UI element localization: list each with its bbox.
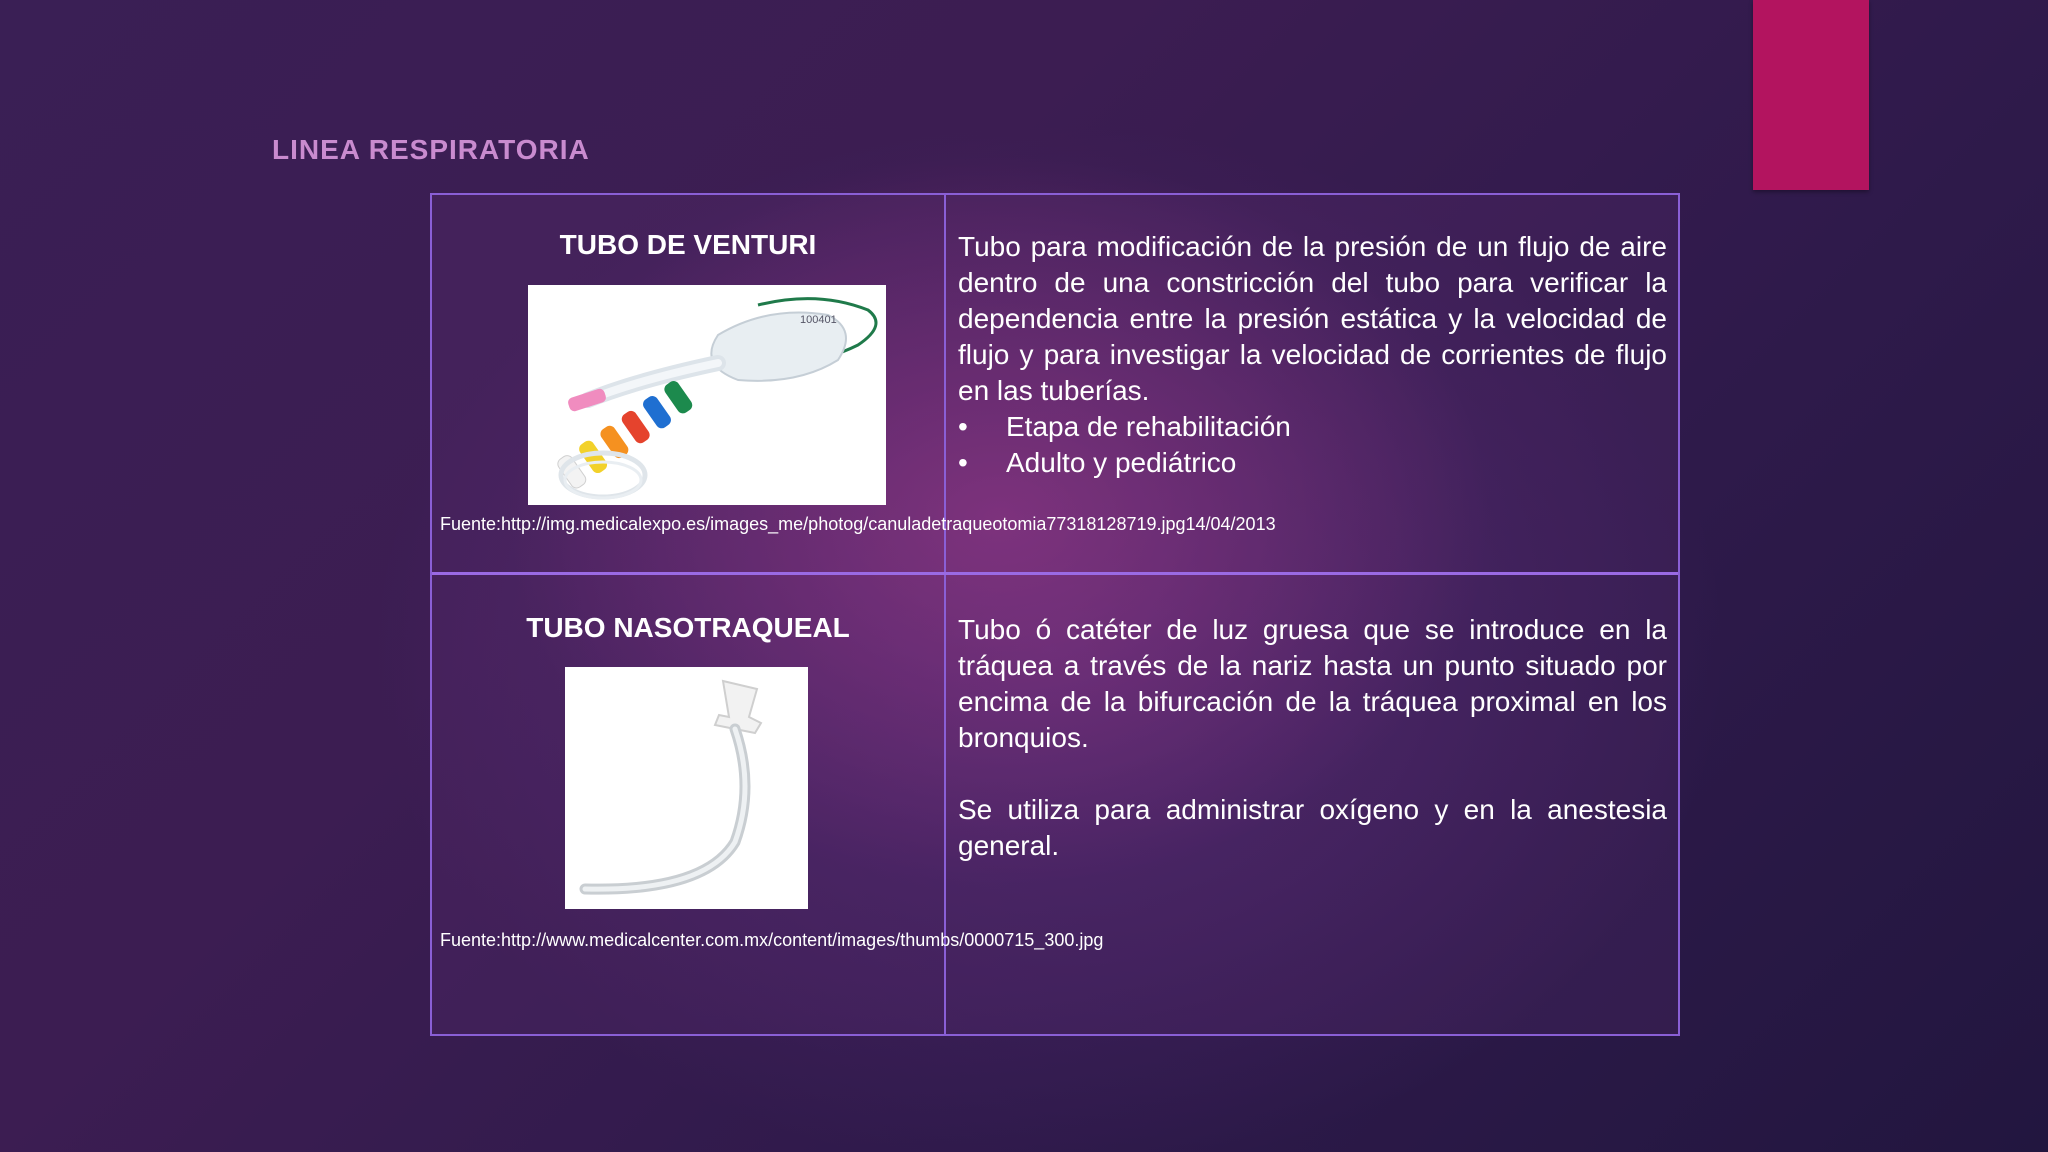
bullet-item [958, 445, 1667, 481]
bullet-text: Adulto y pediátrico [1006, 447, 1237, 478]
table-row-nasotraqueal [432, 575, 1678, 1034]
nasotraqueal-title: TUBO NASOTRAQUEAL [526, 612, 850, 643]
bullet-icon: • [958, 447, 968, 478]
accent-bar [1753, 0, 1869, 190]
nasotraqueal-tube-image [565, 667, 808, 909]
venturi-source: Fuente:http://img.medicalexpo.es/images_me/photog/canuladetraqueotomia77318128719.jpg14/04/2013 [440, 514, 1276, 534]
bullet-text: Etapa de rehabilitación [1006, 411, 1291, 442]
venturi-description-cell [946, 195, 1678, 572]
content-table [430, 193, 1680, 1036]
venturi-mask-image [528, 285, 886, 505]
nasotraqueal-description: Tubo ó catéter de luz gruesa que se introduce en la tráquea a través de la nariz hasta un punto situado por encima de la bifurcación de la tráquea proximal en los bronquios. [958, 614, 1667, 753]
slide-title: LINEA RESPIRATORIA [272, 134, 590, 165]
nasotraqueal-source: Fuente:http://www.medicalcenter.com.mx/content/images/thumbs/0000715_300.jpg [440, 930, 1104, 950]
venturi-description: Tubo para modificación de la presión de un flujo de aire dentro de una constricción del tubo para verificar la dependencia entre la presión estática y la velocidad de flujo y para investigar la velocidad de corrientes de flujo en las tuberías. [958, 231, 1667, 406]
mask-label-text: 100401 [800, 314, 837, 326]
venturi-title: TUBO DE VENTURI [559, 229, 817, 260]
nasotraqueal-image-cell [432, 575, 1104, 1034]
table-row-venturi [432, 195, 1678, 575]
paragraph-spacer [958, 756, 1667, 792]
venturi-bullets [958, 409, 1667, 481]
venturi-mask-icon [528, 285, 886, 505]
nasotracheal-tube-icon [565, 667, 808, 909]
nasotraqueal-description-cell [946, 575, 1678, 1034]
nasotraqueal-description-2: Se utiliza para administrar oxígeno y en la anestesia general. [958, 794, 1667, 861]
bullet-item [958, 409, 1667, 445]
bullet-icon: • [958, 411, 968, 442]
